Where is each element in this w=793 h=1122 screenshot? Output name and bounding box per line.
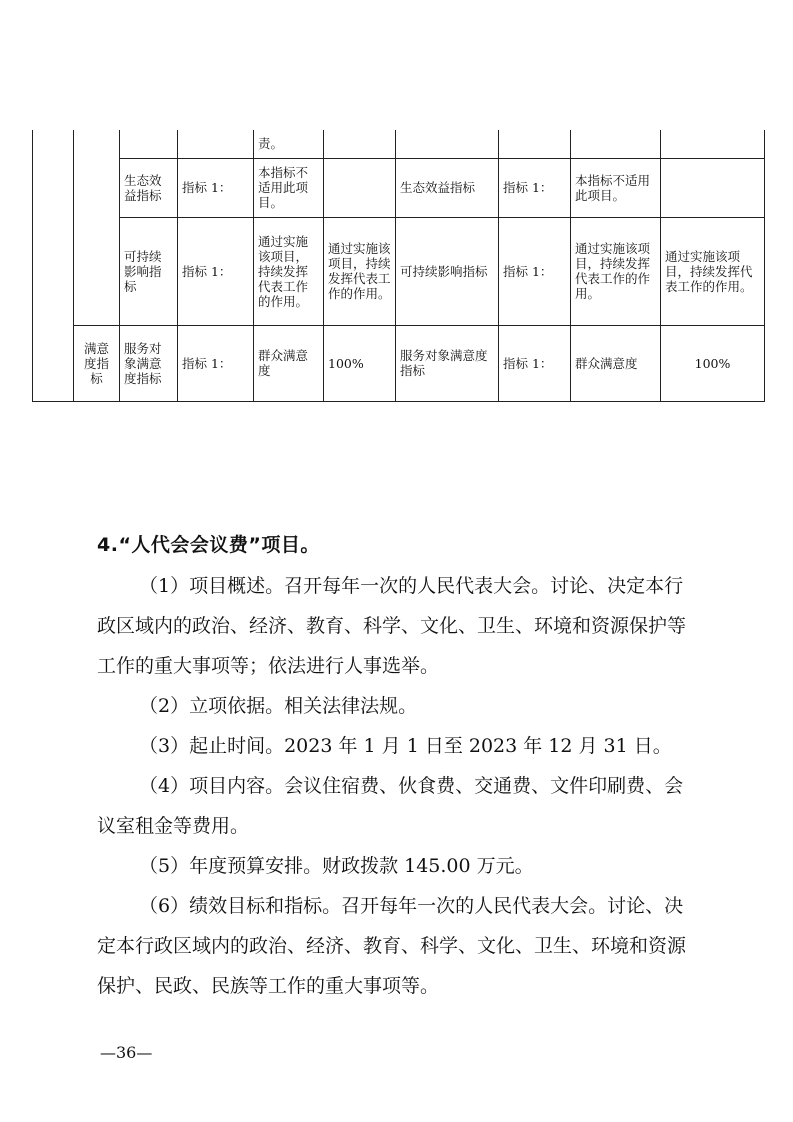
table-cell — [396, 130, 499, 158]
table-cell: 服务对象满意度指标 — [120, 325, 178, 401]
table-cell: 满意度指标 — [74, 325, 120, 401]
table-cell — [661, 130, 765, 158]
table-cell — [120, 130, 178, 158]
table-cell: 本指标不适用此项目。 — [571, 158, 661, 217]
section-heading: 4.“人代会会议费”项目。 — [97, 534, 320, 556]
table-cell: 通过实施该项目，持续发挥代表工作的作用。 — [571, 217, 661, 325]
table-row — [33, 158, 765, 217]
table-cell: 责。 — [254, 130, 324, 158]
table-cell — [33, 130, 74, 401]
table-cell — [324, 158, 396, 217]
table-cell: 群众满意度 — [254, 325, 324, 401]
table-cell: 通过实施该项目，持续发挥代表工作的作用。 — [661, 217, 765, 325]
table-row — [33, 217, 765, 325]
table-cell — [571, 130, 661, 158]
table-cell: 100% — [661, 325, 765, 401]
table-cell: 指标 1： — [499, 158, 571, 217]
table-cell: 100% — [324, 325, 396, 401]
paragraph: （6）绩效目标和指标。召开每年一次的人民代表大会。讨论、决定本行政区域内的政治、经济、教育、科学、文化、卫生、环境和资源保护、民政、民族等工作的重大事项等。 — [97, 895, 687, 997]
table-cell: 生态效益指标 — [120, 158, 178, 217]
table-cell — [661, 158, 765, 217]
table-cell: 本指标不适用此项目。 — [254, 158, 324, 217]
table-cell: 指标 1： — [178, 158, 254, 217]
page-number: —36— — [100, 1043, 153, 1062]
paragraph: （3）起止时间。2023 年 1 月 1 日至 2023 年 12 月 31 日。 — [139, 735, 672, 757]
table-row — [33, 325, 765, 401]
table-cell: 服务对象满意度指标 — [396, 325, 499, 401]
table-cell: 通过实施该项目，持续发挥代表工作的作用。 — [324, 217, 396, 325]
performance-indicator-table — [32, 130, 765, 402]
table-cell: 指标 1： — [499, 325, 571, 401]
table-cell: 可持续影响指标 — [120, 217, 178, 325]
table-cell: 可持续影响指标 — [396, 217, 499, 325]
paragraph: （5）年度预算安排。财政拨款 145.00 万元。 — [139, 855, 534, 877]
paragraph: （4）项目内容。会议住宿费、伙食费、交通费、文件印刷费、会议室租金等费用。 — [97, 775, 684, 837]
table-cell: 群众满意度 — [571, 325, 661, 401]
section-body — [97, 566, 697, 1006]
table-cell — [324, 130, 396, 158]
table-cell — [499, 130, 571, 158]
table-cell: 生态效益指标 — [396, 158, 499, 217]
table-cell — [74, 130, 120, 325]
paragraph: （2）立项依据。相关法律法规。 — [139, 695, 418, 717]
table-cell: 通过实施该项目，持续发挥代表工作的作用。 — [254, 217, 324, 325]
table-row — [33, 130, 765, 158]
table-cell: 指标 1： — [178, 325, 254, 401]
table-cell — [178, 130, 254, 158]
table-cell: 指标 1： — [499, 217, 571, 325]
paragraph: （1）项目概述。召开每年一次的人民代表大会。讨论、决定本行政区域内的政治、经济、教育、科学、文化、卫生、环境和资源保护等工作的重大事项等；依法进行人事选举。 — [97, 575, 687, 677]
table-cell: 指标 1： — [178, 217, 254, 325]
